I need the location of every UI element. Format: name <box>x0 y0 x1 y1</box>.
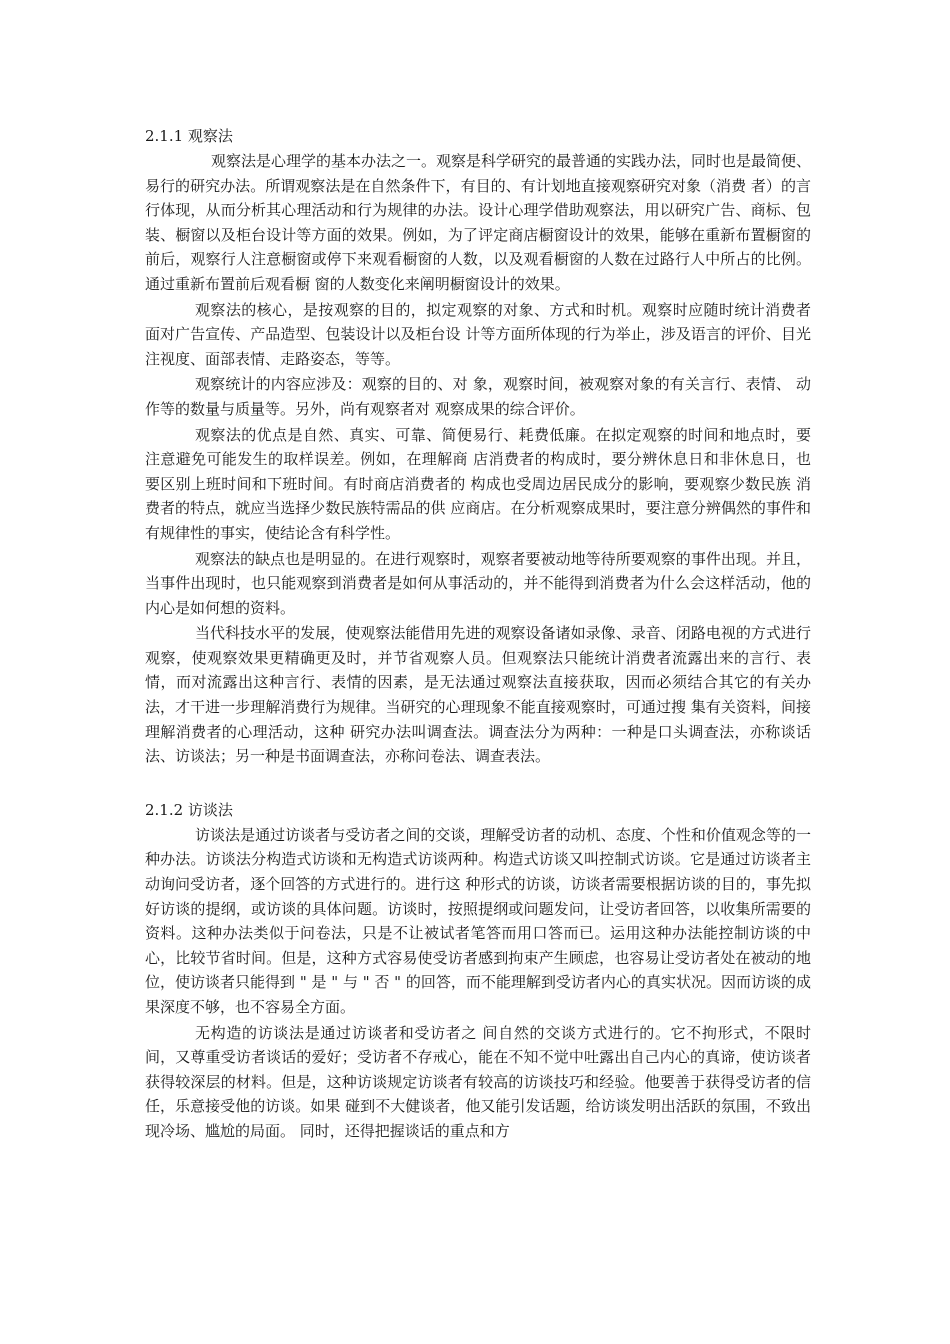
paragraph: 无构造的访谈法是通过访谈者和受访者之 间自然的交谈方式进行的。它不拘形式，不限时间，又尊重受访者谈话的爱好；受访者不存戒心，能在不知不觉中吐露出自己内心的真谛，使访谈者获得较深层的材料。但是，这种访谈规定访谈者有较高的访谈技巧和经验。他要善于获得受访者的信任，乐意接受他的访谈。如果 碰到不大健谈者，他又能引发话题，给访谈发明出活跃的氛围，不致出现冷场、尴尬的局面。 同时，还得把握谈话的重点和方 <box>145 1023 811 1140</box>
paragraph: 观察法是心理学的基本办法之一。观察是科学研究的最普通的实践办法，同时也是最简便、易行的研究办法。所谓观察法是在自然条件下，有目的、有计划地直接观察研究对象（消费 者）的言行体现，从而分析其心理活动和行为规律的办法。设计心理学借助观察法，用以研究广告、商标、包装、橱窗以及柜台设计等方面的效果。例如，为了评定商店橱窗设计的效果，能够在重新布置橱窗的前后，观察行人注意橱窗或停下来观看橱窗的人数，以及观看橱窗的人数在过路行人中所占的比例。通过重新布置前后观看橱 窗的人数变化来阐明橱窗设计的效果。 <box>145 152 812 293</box>
paragraph: 观察统计的内容应涉及：观察的目的、对 象，观察时间，被观察对象的有关言行、表情、 动作等的数量与质量等。另外，尚有观察者对 观察成果的综合评价。 <box>145 375 811 418</box>
paragraph: 观察法的核心，是按观察的目的，拟定观察的对象、方式和时机。观察时应随时统计消费者 面对广告宣传、产品造型、包装设计以及柜台设 计等方面所体现的行为举止，涉及语言的评价、目光注视度、面部表情、走路姿态，等等。 <box>145 300 811 368</box>
section-spacer <box>145 770 811 798</box>
paragraph: 当代科技水平的发展，使观察法能借用先进的观察设备诸如录像、录音、闭路电视的方式进行观察，使观察效果更精确更及时，并节省观察人员。但观察法只能统计消费者流露出来的言行、表情，而对流露出这种言行、表情的因素，是无法通过观察法直接获取，因而必须结合其它的有关办法，才干进一步理解消费行为规律。当研究的心理现象不能直接观察时，可通过搜 集有关资料，间接理解消费者的心理活动，这种 研究办法叫调查法。调查法分为两种：一种是口头调查法，亦称谈话法、访谈法；另一种是书面调查法，亦称问卷法、调查表法。 <box>145 624 811 766</box>
paragraph: 访谈法是通过访谈者与受访者之间的交谈，理解受访者的动机、态度、个性和价值观念等的一 种办法。访谈法分构造式访谈和无构造式访谈两种。构造式访谈又叫控制式访谈。它是通过访谈者主动询问受访者，逐个回答的方式进行的。进行这 种形式的访谈，访谈者需要根据访谈的目的，事先拟好访谈的提纲，或访谈的具体问题。访谈时，按照提纲或问题发问，让受访者回答，以收集所需要的资料。这种办法类似于问卷法，只是不让被试者笔答而用口答而已。运用这种办法能控制访谈的中心，比较节省时间。但是，这种方式容易使受访者感到拘束产生顾虑，也容易让受访者处在被动的地位，使访谈者只能得到 " 是 " 与 " 否 " 的回答，而不能理解到受访者内心的真实状况。因而访谈的成果深度不够，也不容易全方面。 <box>145 825 811 1016</box>
section-heading-observation: 2.1.1 观察法 <box>145 127 233 145</box>
paragraph: 观察法的缺点也是明显的。在进行观察时，观察者要被动地等待所要观察的事件出现。并且，当事件出现时，也只能观察到消费者是如何从事活动的，并不能得到消费者为什么会这样活动，他的内心是如何想的资料。 <box>145 549 811 617</box>
document-page <box>145 124 811 1145</box>
section-heading-interview: 2.1.2 访谈法 <box>145 800 233 819</box>
paragraph: 观察法的优点是自然、真实、可靠、简便易行、耗费低廉。在拟定观察的时间和地点时，要 注意避免可能发生的取样误差。例如，在理解商 店消费者的构成时，要分辨休息日和非休息日，也 要区别上班时间和下班时间。有时商店消费者的 构成也受周边居民成分的影响，要观察少数民族 消费者的特点，就应当选择少数民族特需品的供 应商店。在分析观察成果时，要注意分辨偶然的事件和有规律性的事实，使结论含有科学性。 <box>145 425 811 542</box>
